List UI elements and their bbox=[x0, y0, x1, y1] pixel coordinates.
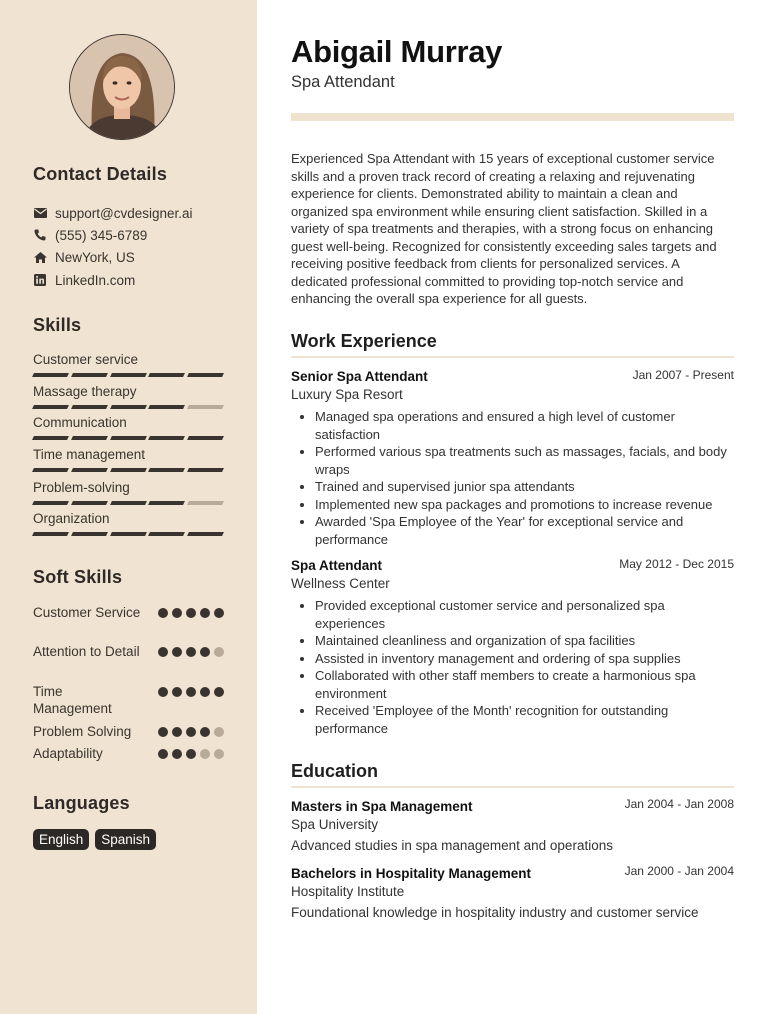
skills-title: Skills bbox=[33, 315, 82, 335]
skill-label: Massage therapy bbox=[33, 384, 137, 399]
skill-level-segment bbox=[110, 373, 147, 377]
contact-linkedin-text: LinkedIn.com bbox=[55, 272, 136, 288]
soft-skill-label: Adaptability bbox=[33, 746, 103, 761]
degree-dates: Jan 2000 - Jan 2004 bbox=[624, 864, 734, 878]
rating-dot bbox=[158, 749, 168, 759]
soft-skill-rating bbox=[158, 727, 224, 737]
skill-level-segment bbox=[187, 436, 224, 440]
email-icon bbox=[33, 206, 47, 220]
skill-level-segment bbox=[32, 405, 69, 409]
rating-dot bbox=[172, 687, 182, 697]
skill-level-segment bbox=[187, 501, 224, 505]
skill-level-segment bbox=[32, 373, 69, 377]
profile-photo-icon bbox=[70, 35, 174, 139]
contact-phone[interactable] bbox=[33, 226, 147, 244]
degree-title: Masters in Spa Management bbox=[291, 799, 473, 814]
skill-level-segment bbox=[187, 405, 224, 409]
degree-description: Foundational knowledge in hospitality industry and customer service bbox=[291, 905, 699, 920]
job-company: Luxury Spa Resort bbox=[291, 387, 403, 402]
job-bullet: • Assisted in inventory management and ordering of spa supplies bbox=[315, 650, 731, 668]
skill-level-bar bbox=[33, 468, 223, 472]
job-title: Spa Attendant bbox=[291, 558, 382, 573]
job-bullet: • Trained and supervised junior spa attendants bbox=[315, 478, 731, 496]
main-content bbox=[257, 0, 768, 1014]
rating-dot bbox=[158, 687, 168, 697]
education-title: Education bbox=[291, 761, 379, 781]
rating-dot bbox=[158, 727, 168, 737]
skill-level-segment bbox=[148, 532, 185, 536]
job-bullet: • Managed spa operations and ensured a high level of customer satisfaction bbox=[315, 408, 731, 443]
soft-skill-rating bbox=[158, 749, 224, 759]
job-bullet: • Provided exceptional customer service and personalized spa experiences bbox=[315, 597, 731, 632]
skill-level-segment bbox=[71, 405, 108, 409]
skill-level-segment bbox=[71, 468, 108, 472]
skill-level-bar bbox=[33, 405, 223, 409]
rating-dot bbox=[200, 749, 210, 759]
avatar bbox=[69, 34, 175, 140]
contact-phone-text: (555) 345-6789 bbox=[55, 227, 148, 243]
linkedin-icon bbox=[33, 273, 47, 287]
job-bullet: • Maintained cleanliness and organization of spa facilities bbox=[315, 632, 731, 650]
skill-level-segment bbox=[110, 436, 147, 440]
rating-dot bbox=[200, 687, 210, 697]
rating-dot bbox=[186, 749, 196, 759]
skill-level-segment bbox=[148, 468, 185, 472]
rating-dot bbox=[214, 687, 224, 697]
school-name: Hospitality Institute bbox=[291, 884, 405, 899]
skill-level-segment bbox=[110, 501, 147, 505]
home-icon bbox=[33, 250, 47, 264]
rating-dot bbox=[214, 647, 224, 657]
skill-level-segment bbox=[148, 373, 185, 377]
soft-skill-rating bbox=[158, 647, 224, 657]
skill-level-segment bbox=[71, 436, 108, 440]
skill-level-segment bbox=[110, 468, 147, 472]
skill-level-segment bbox=[110, 532, 147, 536]
skill-level-segment bbox=[110, 405, 147, 409]
skill-level-segment bbox=[187, 468, 224, 472]
job-dates: May 2012 - Dec 2015 bbox=[619, 557, 734, 571]
soft-skill-rating bbox=[158, 608, 224, 618]
skill-level-segment bbox=[32, 468, 69, 472]
skill-label: Organization bbox=[33, 511, 110, 526]
contact-location bbox=[33, 248, 135, 266]
language-badge: Spanish bbox=[95, 829, 156, 850]
soft-skill-label: Problem Solving bbox=[33, 724, 132, 739]
skill-level-segment bbox=[187, 373, 224, 377]
skill-level-bar bbox=[33, 501, 223, 505]
skill-level-segment bbox=[32, 501, 69, 505]
skill-level-segment bbox=[32, 436, 69, 440]
contact-linkedin[interactable] bbox=[33, 271, 135, 289]
rating-dot bbox=[186, 647, 196, 657]
language-badge: English bbox=[33, 829, 89, 850]
skill-level-bar bbox=[33, 436, 223, 440]
job-title: Senior Spa Attendant bbox=[291, 369, 428, 384]
phone-icon bbox=[33, 228, 47, 242]
header-divider bbox=[291, 113, 734, 121]
job-bullet: • Performed various spa treatments such as massages, facials, and body wraps bbox=[315, 443, 731, 478]
rating-dot bbox=[200, 608, 210, 618]
job-bullet: • Received 'Employee of the Month' recognition for outstanding performance bbox=[315, 702, 731, 737]
degree-description: Advanced studies in spa management and operations bbox=[291, 838, 613, 853]
skill-level-segment bbox=[148, 501, 185, 505]
job-bullet: • Awarded 'Spa Employee of the Year' for exceptional service and performance bbox=[315, 513, 731, 548]
school-name: Spa University bbox=[291, 817, 379, 832]
job-dates: Jan 2007 - Present bbox=[632, 368, 734, 382]
section-divider bbox=[291, 356, 734, 358]
rating-dot bbox=[172, 749, 182, 759]
work-experience-title: Work Experience bbox=[291, 331, 437, 351]
section-divider bbox=[291, 786, 734, 788]
skill-level-segment bbox=[71, 373, 108, 377]
skill-label: Communication bbox=[33, 415, 127, 430]
rating-dot bbox=[172, 608, 182, 618]
rating-dot bbox=[200, 727, 210, 737]
skill-level-segment bbox=[71, 532, 108, 536]
contact-email[interactable] bbox=[33, 204, 193, 222]
languages-title: Languages bbox=[33, 793, 130, 813]
rating-dot bbox=[200, 647, 210, 657]
skill-level-segment bbox=[148, 405, 185, 409]
skill-level-segment bbox=[148, 436, 185, 440]
skill-level-segment bbox=[71, 501, 108, 505]
soft-skills-title: Soft Skills bbox=[33, 567, 123, 587]
skill-level-bar bbox=[33, 532, 223, 536]
soft-skill-label: Time Management bbox=[33, 684, 112, 716]
languages-list bbox=[33, 829, 156, 850]
contact-email-text: support@cvdesigner.ai bbox=[55, 205, 193, 221]
rating-dot bbox=[158, 647, 168, 657]
job-bullets bbox=[291, 597, 731, 737]
degree-dates: Jan 2004 - Jan 2008 bbox=[624, 797, 734, 811]
rating-dot bbox=[186, 608, 196, 618]
contact-location-text: NewYork, US bbox=[55, 249, 135, 265]
candidate-role: Spa Attendant bbox=[291, 73, 395, 91]
rating-dot bbox=[186, 727, 196, 737]
rating-dot bbox=[158, 608, 168, 618]
degree-title: Bachelors in Hospitality Management bbox=[291, 866, 532, 881]
job-bullet: • Collaborated with other staff members to create a harmonious spa environment bbox=[315, 667, 731, 702]
sidebar bbox=[0, 0, 257, 1014]
skill-level-segment bbox=[187, 532, 224, 536]
skill-label: Problem-solving bbox=[33, 480, 130, 495]
job-company: Wellness Center bbox=[291, 576, 390, 591]
rating-dot bbox=[172, 647, 182, 657]
candidate-name: Abigail Murray bbox=[291, 34, 503, 69]
soft-skill-rating bbox=[158, 687, 224, 697]
rating-dot bbox=[214, 608, 224, 618]
soft-skill-label: Attention to Detail bbox=[33, 644, 140, 659]
profile-summary: Experienced Spa Attendant with 15 years of exceptional customer service skills and a proven track record of creating a relaxing and rejuvenating experience for clients. Demonstrated ability to maintain a clean and organized spa environment while ensuring client satisfaction. Skilled in a variety of spa treatments and therapies, with a strong focus on enhancing guest well-being. Recognized for consistently exceeding sales targets and receiving positive feedback from clients for personalized services. A dedicated professional committed to providing top-notch service and enhancing the overall spa experience for all guests. bbox=[291, 151, 717, 306]
rating-dot bbox=[214, 727, 224, 737]
rating-dot bbox=[214, 749, 224, 759]
skill-level-segment bbox=[32, 532, 69, 536]
skill-label: Customer service bbox=[33, 352, 139, 367]
rating-dot bbox=[186, 687, 196, 697]
job-bullet: • Implemented new spa packages and promotions to increase revenue bbox=[315, 496, 731, 514]
job-bullets bbox=[291, 408, 731, 548]
rating-dot bbox=[172, 727, 182, 737]
skill-label: Time management bbox=[33, 447, 146, 462]
soft-skill-label: Customer Service bbox=[33, 605, 141, 620]
contact-title: Contact Details bbox=[33, 164, 168, 184]
skill-level-bar bbox=[33, 373, 223, 377]
